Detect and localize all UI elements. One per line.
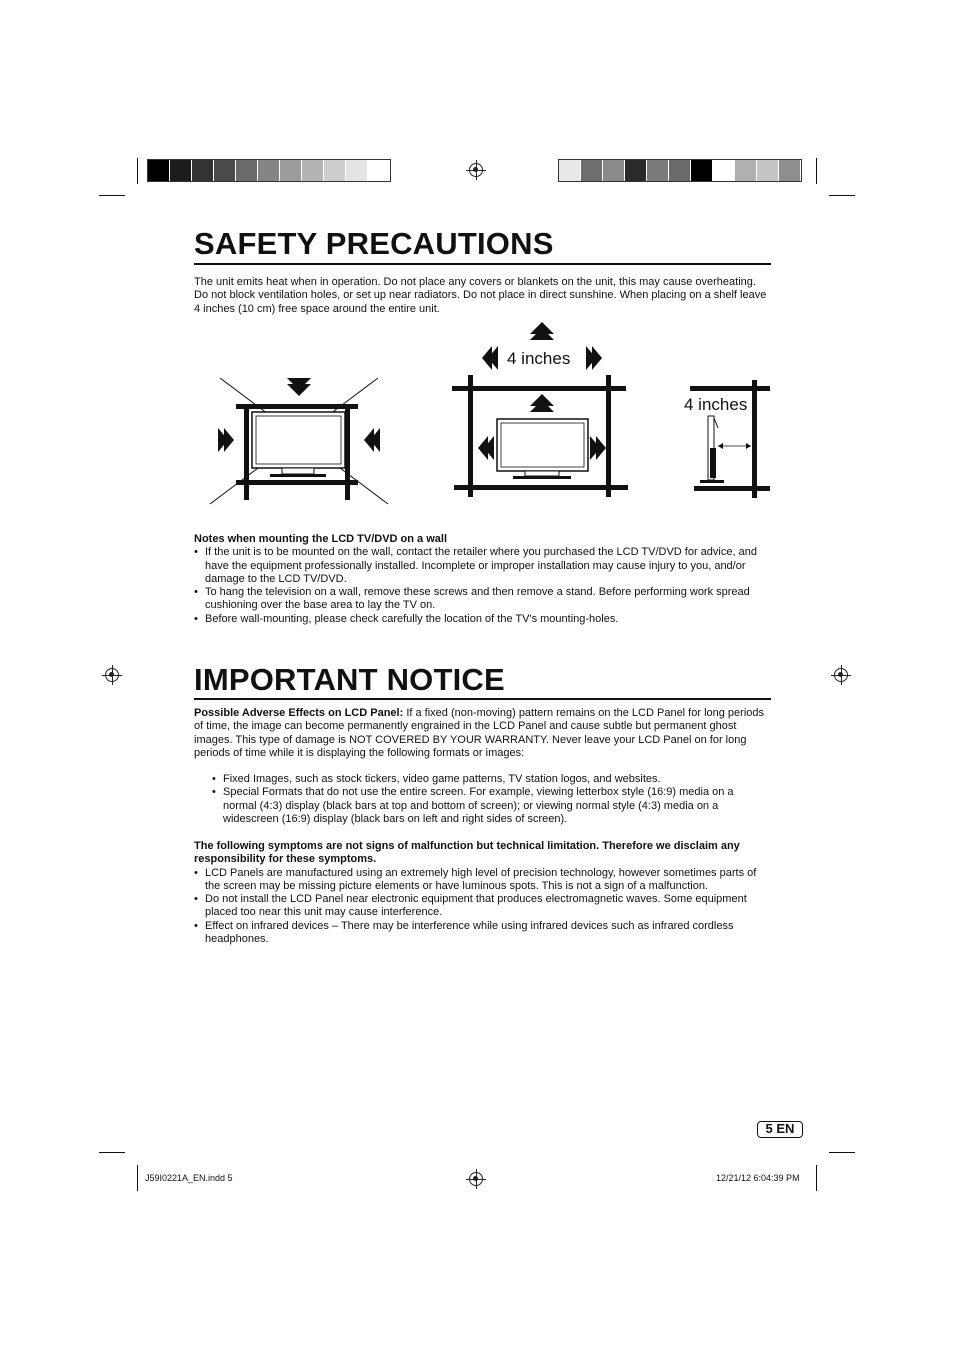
registration-mark-icon [469, 1172, 483, 1186]
crop-mark [137, 158, 138, 184]
color-swatch [214, 160, 236, 181]
color-swatch [280, 160, 302, 181]
crop-mark [829, 1152, 855, 1153]
color-swatch [346, 160, 368, 181]
color-swatch [368, 160, 390, 181]
color-swatch [258, 160, 280, 181]
color-swatch [148, 160, 170, 181]
color-swatch [170, 160, 192, 181]
title-rule [194, 698, 771, 700]
symptoms-section [194, 840, 768, 946]
crop-mark [99, 1152, 125, 1153]
color-swatch [559, 160, 581, 181]
list-item: • Effect on infrared devices – There may be interference while using infrared devices such as infrared cordless headphones. [194, 920, 768, 947]
page-number-badge: 5 EN [757, 1121, 803, 1138]
color-swatch [757, 160, 779, 181]
crop-mark [816, 1165, 817, 1191]
title-rule [194, 263, 771, 265]
color-swatch [691, 160, 713, 181]
color-swatch [581, 160, 603, 181]
list-item: • LCD Panels are manufactured using an extremely high level of precision technology, however sometimes parts of the screen may be missing picture elements or have luminous spots. This is not a sign of a malfunction. [194, 867, 768, 894]
color-swatch [302, 160, 324, 181]
color-swatch [603, 160, 625, 181]
registration-mark-icon [469, 163, 483, 177]
mounting-notes-list [194, 546, 768, 626]
safety-title: SAFETY PRECAUTIONS [194, 226, 554, 261]
safety-intro: The unit emits heat when in operation. Do not place any covers or blankets on the unit, this may cause overheating. Do not block ventilation holes, or set up near radiators. Do not place in direct sunshine. When placing on a shelf leave 4 inches (10 cm) free space around the entire unit. [194, 276, 767, 315]
front-clearance-label: 4 inches [507, 349, 571, 368]
side-clearance-label: 4 inches [684, 395, 748, 414]
symptoms-title: The following symptoms are not signs of malfunction but technical limitation. Therefore we disclaim any responsibility for these symptoms. [194, 840, 740, 866]
color-swatch [779, 160, 801, 181]
ventilation-diagram [210, 320, 780, 520]
mounting-notes-title: Notes when mounting the LCD TV/DVD on a wall [194, 533, 448, 545]
notice-lead-text: If a fixed (non-moving) pattern remains on the LCD Panel for long periods of time, the image can become permanently engrained in the LCD Panel and cause subtle but permanent ghost images. This type of damage is NOT COVERED BY YOUR WARRANTY. Never leave your LCD Panel on for long periods of time while it is displaying the following formats or images: [194, 707, 765, 759]
format-list [212, 773, 768, 826]
color-swatch [192, 160, 214, 181]
list-item: • Do not install the LCD Panel near electronic equipment that produces electromagnetic waves. Some equipment placed too near this unit may cause interference. [194, 893, 768, 920]
list-item: • Fixed Images, such as stock tickers, video game patterns, TV station logos, and websites. [212, 773, 768, 786]
color-swatch [713, 160, 735, 181]
crop-mark [816, 158, 817, 184]
color-swatch [735, 160, 757, 181]
color-swatch [236, 160, 258, 181]
list-item: • If the unit is to be mounted on the wall, contact the retailer where you purchased the LCD TV/DVD for advice, and have the equipment professionally installed. Incomplete or improper installation may cause injury to you, and/or damage to the LCD TV/DVD. [194, 546, 768, 586]
registration-mark-icon [834, 668, 848, 682]
color-swatch [324, 160, 346, 181]
print-timestamp: 12/21/12 6:04:39 PM [716, 1173, 800, 1183]
color-swatch [625, 160, 647, 181]
crop-mark [829, 195, 855, 196]
notice-title: IMPORTANT NOTICE [194, 662, 505, 697]
format-list-wrap [212, 773, 768, 826]
list-item: • To hang the television on a wall, remove these screws and then remove a stand. Before performing work spread cushioning over the base area to lay the TV on. [194, 586, 768, 613]
registration-mark-icon [105, 668, 119, 682]
file-name: J59I0221A_EN.indd 5 [145, 1173, 233, 1183]
color-swatch [647, 160, 669, 181]
left-color-bar [147, 159, 391, 182]
color-swatch [669, 160, 691, 181]
crop-mark [137, 1165, 138, 1191]
list-item: • Special Formats that do not use the entire screen. For example, viewing letterbox style (16:9) media on a normal (4:3) display (black bars at top and bottom of screen); or viewing normal style (4:3) media on a widescreen (16:9) display (black bars on left and right sides of screen). [212, 786, 768, 826]
list-item: • Before wall-mounting, please check carefully the location of the TV's mounting-holes. [194, 613, 768, 626]
right-color-bar [558, 159, 802, 182]
crop-mark [99, 195, 125, 196]
notice-lead-bold: Possible Adverse Effects on LCD Panel: [194, 707, 404, 719]
mounting-notes [194, 533, 768, 626]
notice-lead [194, 707, 768, 760]
symptoms-list [194, 867, 768, 947]
improper-placement-diagram [210, 378, 388, 504]
